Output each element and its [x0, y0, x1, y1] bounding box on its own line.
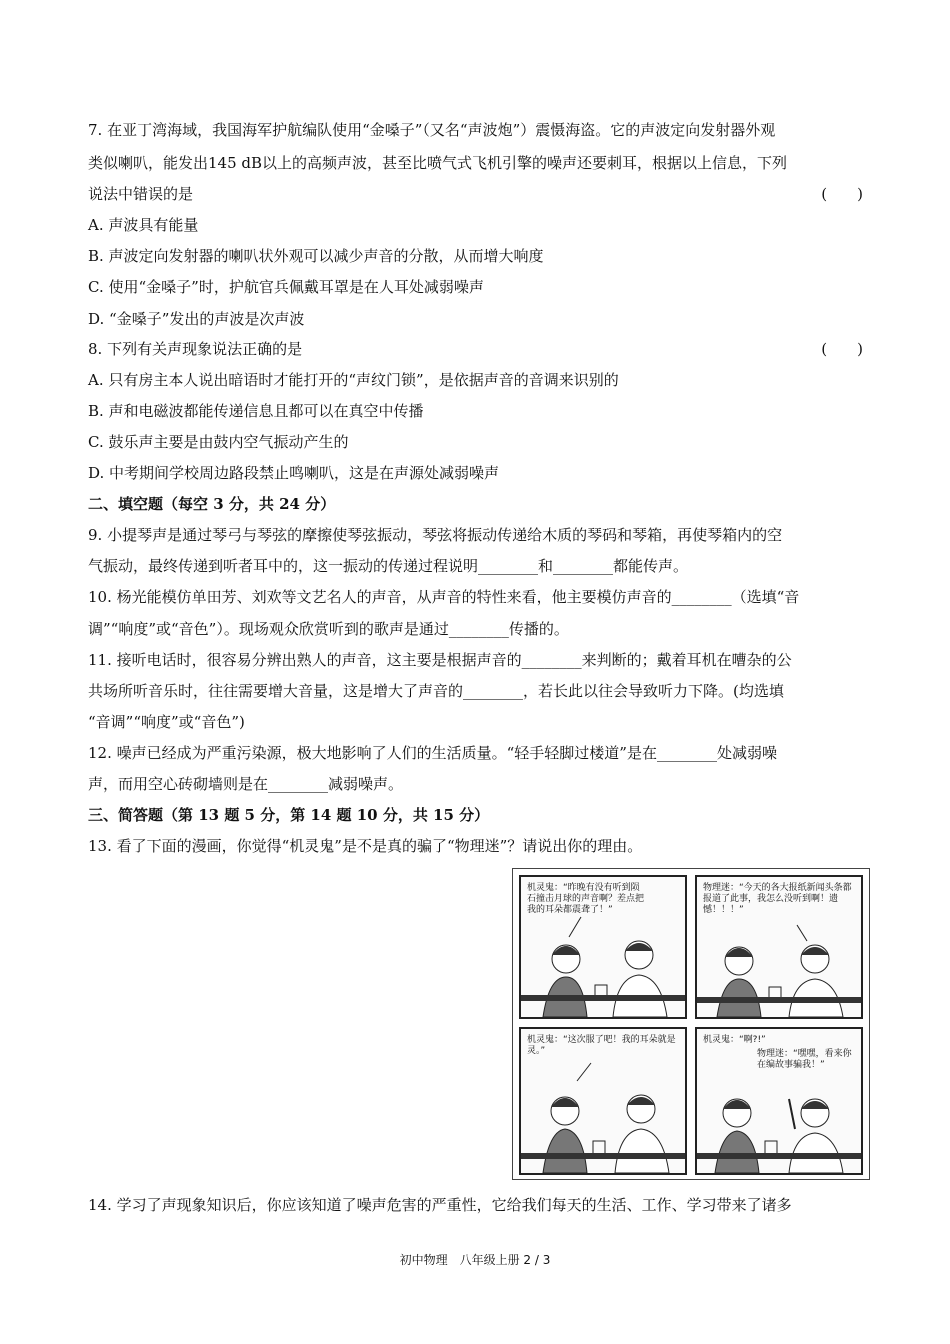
q8-option-a: A. 只有房主本人说出暗语时才能打开的“声纹门锁”，是依据声音的音调来识别的 [88, 371, 619, 389]
comic-panel-2 [695, 875, 863, 1019]
q8-stem-text: 8. 下列有关声现象说法正确的是 [88, 340, 303, 358]
q7-stem-line-3 [88, 184, 863, 204]
q12-line-1: 12. 噪声已经成为严重污染源，极大地影响了人们的生活质量。“轻手轻脚过楼道”是在________处减弱噪 [88, 744, 777, 762]
q12-line-2: 声，而用空心砖砌墙则是在________减弱噪声。 [88, 775, 404, 793]
q11-line-2: 共场所听音乐时，往往需要增大音量，这是增大了声音的________，若长此以往会导致听力下降。(均选填 [88, 682, 784, 700]
q9-line-1: 9. 小提琴声是通过琴弓与琴弦的摩擦使琴弦振动，琴弦将振动传递给木质的琴码和琴箱，再使琴箱内的空 [88, 526, 783, 544]
q11-line-1: 11. 接听电话时，很容易分辨出熟人的声音，这主要是根据声音的________来判断的；戴着耳机在嘈杂的公 [88, 651, 792, 669]
comic-panel-4-caption-a: 机灵鬼：“啊?!” [703, 1035, 766, 1045]
comic-illustration [512, 868, 870, 1180]
q8-option-b: B. 声和电磁波都能传递信息且都可以在真空中传播 [88, 402, 424, 420]
q11-line-3: “音调”“响度”或“音色”) [88, 713, 245, 731]
q8-answer-bracket: ( ) [821, 340, 863, 358]
section-2-title: 二、填空题（每空 3 分，共 24 分） [88, 495, 336, 513]
q7-stem-line-2: 类似喇叭，能发出145 dB以上的高频声波，甚至比喷气式飞机引擎的噪声还要刺耳，根据以上信息，下列 [88, 154, 788, 172]
comic-panel-4-caption-b: 物理迷：“嘿嘿，看来你在编故事骗我！” [757, 1049, 852, 1070]
q9-line-2: 气振动，最终传递到听者耳中的，这一振动的传递过程说明________和________都能传声。 [88, 557, 689, 575]
comic-panel-4 [695, 1027, 863, 1175]
q7-stem-text: 说法中错误的是 [88, 185, 194, 203]
comic-panel-1-caption: 机灵鬼：“昨晚有没有听到陨石撞击月球的声音啊？差点把我的耳朵都震聋了！” [527, 883, 645, 915]
q8-stem-line [88, 339, 863, 359]
comic-panel-1-figures [521, 877, 685, 1017]
comic-panel-2-figures [697, 877, 861, 1017]
q7-option-b: B. 声波定向发射器的喇叭状外观可以减少声音的分散，从而增大响度 [88, 247, 544, 265]
comic-panel-2-caption: 物理迷：“今天的各大报纸新闻头条都报道了此事，我怎么没听到啊！遗憾！！！” [703, 883, 852, 915]
q7-answer-bracket: ( ) [821, 185, 863, 203]
comic-panel-4-figures [697, 1029, 861, 1173]
q7-option-c: C. 使用“金嗓子”时，护航官兵佩戴耳罩是在人耳处减弱噪声 [88, 278, 484, 296]
comic-panel-3-figures [521, 1029, 685, 1173]
comic-panel-3 [519, 1027, 687, 1175]
q14-line-1: 14. 学习了声现象知识后，你应该知道了噪声危害的严重性，它给我们每天的生活、工作、学习带来了诸多 [88, 1196, 792, 1214]
q8-option-c: C. 鼓乐声主要是由鼓内空气振动产生的 [88, 433, 349, 451]
q10-line-2: 调”“响度”或“音色”）。现场观众欣赏听到的歌声是通过________传播的。 [88, 620, 569, 638]
section-3-title: 三、简答题（第 13 题 5 分，第 14 题 10 分，共 15 分） [88, 806, 490, 824]
page-footer: 初中物理 八年级上册 2 / 3 [399, 1253, 551, 1267]
q10-line-1: 10. 杨光能模仿单田芳、刘欢等文艺名人的声音，从声音的特性来看，他主要模仿声音的________（选填“音 [88, 588, 800, 606]
q7-stem-line-1: 7. 在亚丁湾海域，我国海军护航编队使用“金嗓子”（又名“声波炮”）震慑海盗。它的声波定向发射器外观 [88, 121, 776, 139]
comic-panel-1 [519, 875, 687, 1019]
q13-stem: 13. 看了下面的漫画，你觉得“机灵鬼”是不是真的骗了“物理迷”？请说出你的理由。 [88, 837, 643, 855]
q7-option-a: A. 声波具有能量 [88, 216, 199, 234]
q7-option-d: D. “金嗓子”发出的声波是次声波 [88, 310, 305, 328]
comic-panel-3-caption: 机灵鬼：“这次服了吧！我的耳朵就是灵。” [527, 1035, 676, 1056]
q8-option-d: D. 中考期间学校周边路段禁止鸣喇叭，这是在声源处减弱噪声 [88, 464, 500, 482]
